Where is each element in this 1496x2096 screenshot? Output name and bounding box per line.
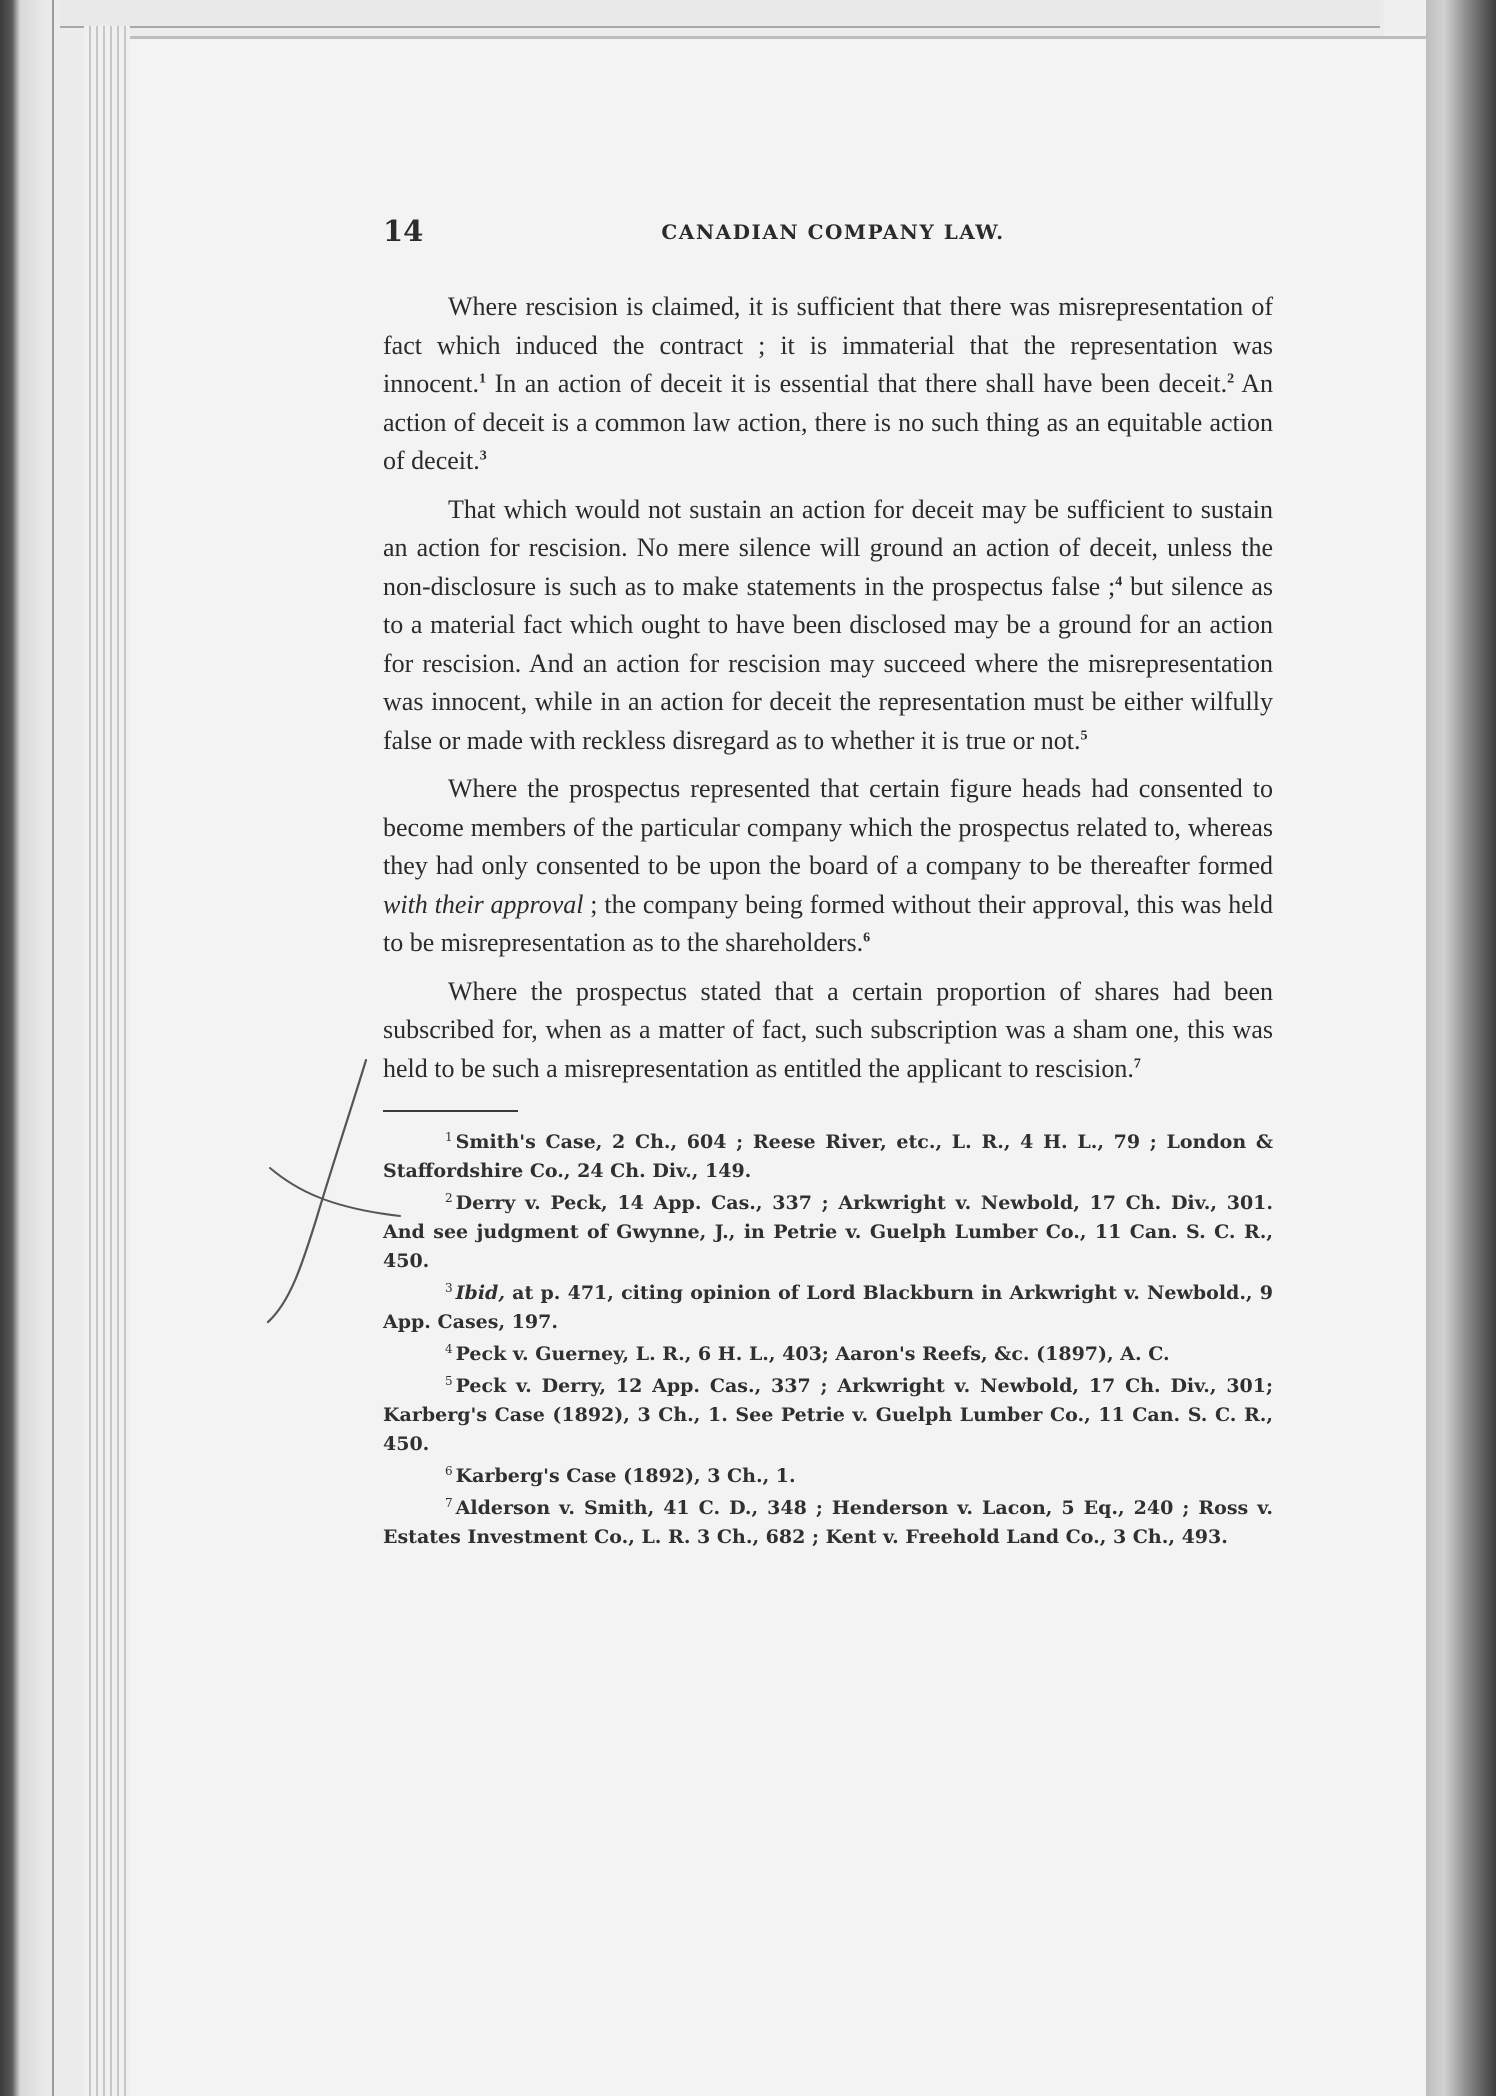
page-content — [383, 214, 1273, 1555]
text-run: Where the prospectus stated that a certain proportion of shares had been subscribed for, when as a matter of fact, such subscription was a sham one, this was held to be such a misrepresentation as entitled the applicant to rescision. — [383, 976, 1273, 1083]
italic-text: Ibid, — [455, 1282, 505, 1304]
running-head: CANADIAN COMPANY LAW. — [661, 220, 1005, 244]
footnote-mark: 2 — [445, 1190, 453, 1205]
paragraph — [383, 770, 1273, 963]
footnote-reference: 4 — [1115, 573, 1123, 589]
binding-shadow — [1426, 0, 1496, 2096]
text-run: Alderson v. Smith, 41 C. D., 348 ; Henderson v. Lacon, 5 Eq., 240 ; Ross v. Estates Investment Co., L. R. 3 Ch., 682 ; Kent v. Freehold Land Co., 3 Ch., 493. — [383, 1497, 1273, 1548]
footnote-mark: 6 — [445, 1463, 453, 1478]
footnote — [383, 1340, 1273, 1369]
footnote-rule — [383, 1110, 518, 1112]
text-run: but silence as to a material fact which ought to have been disclosed may be a ground for an action for rescision. And an action for rescision may succeed where the misrepresentation was innocent, while in an action for deceit the representation must be either wilfully false or made with reckless disregard as to whether it is true or not. — [383, 571, 1273, 755]
text-run: An action of deceit is a common law action, there is no such thing as an equitable action of deceit. — [383, 369, 1273, 475]
text-run: Derry v. Peck, 14 App. Cas., 337 ; Arkwright v. Newbold, 17 Ch. Div., 301. And see judgment of Gwynne, J., in Petrie v. Guelph Lumber Co., 11 Can. S. C. R., 450. — [383, 1192, 1273, 1272]
page-number: 14 — [383, 214, 424, 248]
text-run: Smith's Case, 2 Ch., 604 ; Reese River, etc., L. R., 4 H. L., 79 ; London & Staffordshire Co., 24 Ch. Div., 149. — [383, 1131, 1273, 1182]
paragraph — [383, 288, 1273, 481]
text-run: Karberg's Case (1892), 3 Ch., 1. — [455, 1465, 796, 1487]
footnote-mark: 3 — [445, 1280, 453, 1295]
footnote — [383, 1279, 1273, 1337]
footnote — [383, 1372, 1273, 1459]
footnote-reference: 3 — [479, 448, 487, 464]
paragraph — [383, 491, 1273, 761]
footnote-mark: 1 — [445, 1129, 453, 1144]
footnote-mark: 5 — [445, 1373, 453, 1388]
footnote — [383, 1128, 1273, 1186]
top-page-edge — [60, 0, 1380, 28]
footnote-mark: 7 — [445, 1495, 453, 1510]
text-run: at p. 471, citing opinion of Lord Blackburn in Arkwright v. Newbold., 9 App. Cases, 197. — [383, 1282, 1273, 1333]
body-text — [383, 288, 1273, 1088]
footnote — [383, 1494, 1273, 1552]
footnote-reference: 5 — [1080, 727, 1088, 743]
page-leaf-edges — [84, 26, 130, 2096]
footnote-reference: 1 — [479, 371, 487, 387]
footnote — [383, 1462, 1273, 1491]
text-run: Peck v. Guerney, L. R., 6 H. L., 403; Aaron's Reefs, &c. (1897), A. C. — [455, 1343, 1170, 1365]
text-run: That which would not sustain an action for deceit may be sufficient to sustain an action for rescision. No mere silence will ground an action of deceit, unless the non-disclosure is such as to make statements in the prospectus false ; — [383, 494, 1273, 601]
text-run: ; the company being formed without their approval, this was held to be misrepresentation as to the shareholders. — [383, 889, 1274, 957]
footnote — [383, 1189, 1273, 1276]
footnote-reference: 6 — [863, 930, 871, 946]
text-run: Where rescision is claimed, it is sufficient that there was misrepresentation of fact which induced the contract ; it is immaterial that the representation was innocent. — [383, 292, 1273, 398]
text-run: Peck v. Derry, 12 App. Cas., 337 ; Arkwright v. Newbold, 17 Ch. Div., 301; Karberg's Case (1892), 3 Ch., 1. See Petrie v. Guelph Lumber Co., 11 Can. S. C. R., 450. — [383, 1375, 1273, 1455]
text-run: In an action of deceit it is essential that there shall have been deceit. — [486, 369, 1228, 398]
footnote-reference: 7 — [1133, 1055, 1141, 1071]
footnotes — [383, 1128, 1273, 1552]
page-header — [383, 214, 1273, 258]
footnote-reference: 2 — [1227, 371, 1235, 387]
italic-text: with their approval — [383, 889, 584, 919]
paragraph — [383, 973, 1273, 1089]
footnote-mark: 4 — [445, 1341, 453, 1356]
text-run: Where the prospectus represented that certain figure heads had consented to become members of the particular company which the prospectus related to, whereas they had only consented to be upon the board of a company to be thereafter formed — [383, 774, 1273, 880]
